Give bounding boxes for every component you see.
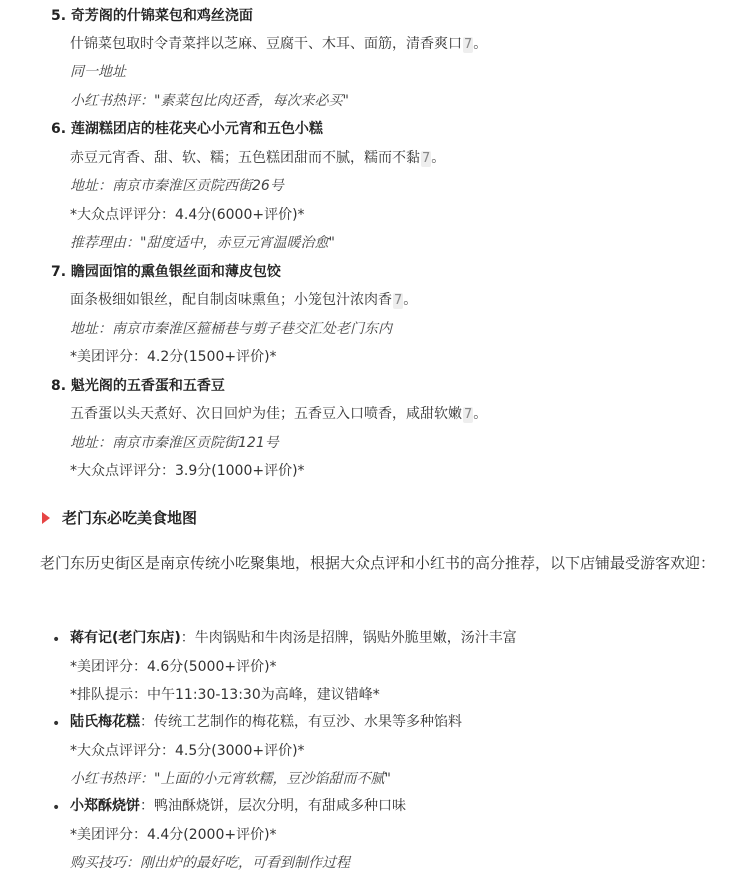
bullet-dot-icon: • <box>52 632 61 648</box>
bullet-item-2-rating: *大众点评评分：4.5分(3000+评价)* <box>70 743 305 759</box>
bullet-item-3-tip: 购买技巧：刚出炉的最好吃，可看到制作过程 <box>70 855 350 871</box>
bullet-item-1-rating: *美团评分：4.6分(5000+评价)* <box>70 659 277 675</box>
shop-5-desc: 什锦菜包取时令青菜拌以芝麻、豆腐干、木耳、面筋，清香爽口 7。 <box>70 36 488 52</box>
shop-8-title: 8. 魁光阁的五香蛋和五香豆 <box>51 378 225 394</box>
section-heading: 老门东必吃美食地图 <box>62 509 198 527</box>
shop-6-reason: 推荐理由："甜度适中，赤豆元宵温暖治愈" <box>70 235 335 251</box>
triangle-marker-icon <box>42 512 50 524</box>
citation-link[interactable]: 7 <box>394 293 403 308</box>
bullet-item-2-review: 小红书热评："上面的小元宵软糯，豆沙馅甜而不腻" <box>70 771 391 787</box>
bullet-item-1: 蒋有记(老门东店)：牛肉锅贴和牛肉汤是招牌，锅贴外脆里嫩，汤汁丰富 <box>70 630 517 646</box>
shop-7-rating: *美团评分：4.2分(1500+评价)* <box>70 349 277 365</box>
shop-7-title: 7. 瞻园面馆的熏鱼银丝面和薄皮包饺 <box>51 264 281 280</box>
citation-link[interactable]: 7 <box>422 151 431 166</box>
bullet-dot-icon: • <box>52 800 61 816</box>
shop-6-desc: 赤豆元宵香、甜、软、糯；五色糕团甜而不腻，糯而不黏 7。 <box>70 150 446 166</box>
shop-5-extra-2: 小红书热评："素菜包比肉还香，每次来必买" <box>70 93 349 109</box>
bullet-item-1-tip: *排队提示：中午11:30-13:30为高峰，建议错峰* <box>70 687 380 703</box>
shop-5-title: 5. 奇芳阁的什锦菜包和鸡丝浇面 <box>51 8 253 24</box>
bullet-item-3-rating: *美团评分：4.4分(2000+评价)* <box>70 827 277 843</box>
shop-6-title: 6. 莲湖糕团店的桂花夹心小元宵和五色小糕 <box>51 121 323 137</box>
shop-5-extra-1: 同一地址 <box>70 64 126 80</box>
bullet-dot-icon: • <box>52 716 61 732</box>
bullet-label: 蒋有记(老门东店) <box>70 630 181 646</box>
section-intro: 老门东历史街区是南京传统小吃聚集地，根据大众点评和小红书的高分推荐，以下店铺最受游客欢迎： <box>40 554 716 572</box>
shop-6-rating: *大众点评评分：4.4分(6000+评价)* <box>70 207 305 223</box>
shop-6-address: 地址：南京市秦淮区贡院西街26号 <box>70 178 284 194</box>
shop-8-desc: 五香蛋以头天煮好、次日回炉为佳；五香豆入口喷香，咸甜软嫩 7。 <box>70 406 488 422</box>
shop-7-desc: 面条极细如银丝，配自制卤味熏鱼；小笼包汁浓肉香 7。 <box>70 292 418 308</box>
shop-8-address: 地址：南京市秦淮区贡院街121号 <box>70 435 279 451</box>
shop-8-rating: *大众点评评分：3.9分(1000+评价)* <box>70 463 305 479</box>
citation-link[interactable]: 7 <box>464 407 473 422</box>
bullet-label: 陆氏梅花糕 <box>70 714 140 730</box>
bullet-label: 小郑酥烧饼 <box>70 798 140 814</box>
bullet-item-2: 陆氏梅花糕：传统工艺制作的梅花糕，有豆沙、水果等多种馅料 <box>70 714 462 730</box>
citation-link[interactable]: 7 <box>464 37 473 52</box>
bullet-item-3: 小郑酥烧饼：鸭油酥烧饼，层次分明，有甜咸多种口味 <box>70 798 406 814</box>
shop-7-address: 地址：南京市秦淮区箍桶巷与剪子巷交汇处老门东内 <box>70 321 392 337</box>
